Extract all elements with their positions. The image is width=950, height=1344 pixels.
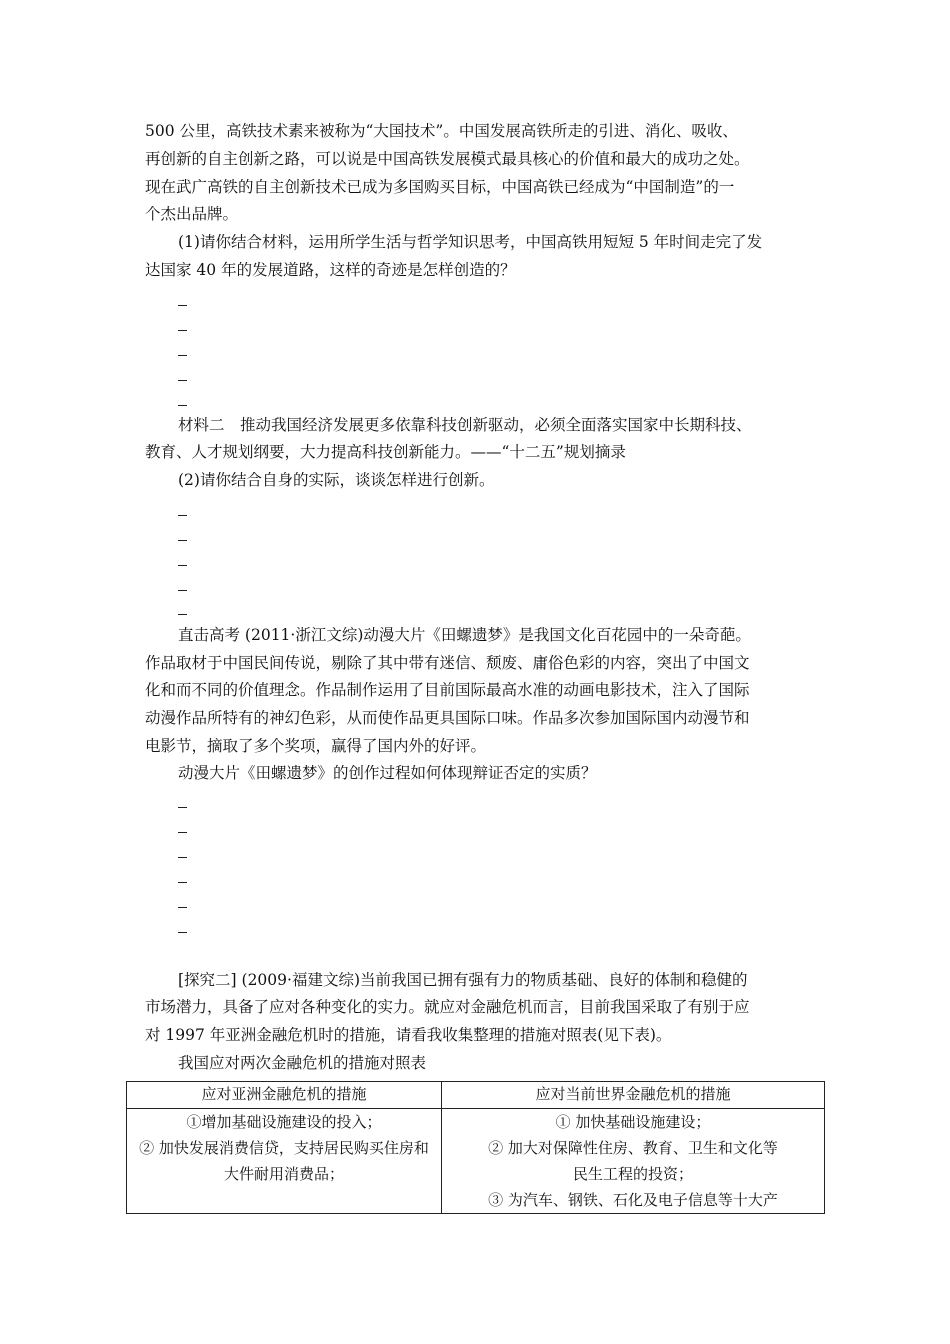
cell-line: ② 加快发展消费信贷，支持居民购买住房和 [139, 1139, 429, 1157]
cell-line: 大件耐用消费品； [223, 1165, 344, 1183]
table-title: 我国应对两次金融危机的措施对照表 [178, 1054, 427, 1072]
gaokao-line: 化和而不同的价值理念。作品制作运用了目前国际最高水准的动画电影技术，注入了国际 [145, 681, 750, 699]
answer-blank-line [178, 515, 187, 516]
gaokao-line: 作品取材于中国民间传说，剔除了其中带有迷信、颓废、庸俗色彩的内容，突出了中国文 [145, 654, 750, 672]
answer-blank-line [178, 590, 187, 591]
cell-line: ① 加快基础设施建设； [555, 1113, 711, 1131]
measures-comparison-table [126, 1081, 825, 1214]
gaokao-question: 动漫大片《田螺遗梦》的创作过程如何体现辩证否定的实质？ [178, 764, 597, 782]
answer-blank-line [178, 832, 187, 833]
table-header-cell: 应对当前世界金融危机的措施 [442, 1082, 825, 1109]
gaokao-line: 电影节，摘取了多个奖项，赢得了国内外的好评。 [145, 737, 487, 755]
answer-blank-line [178, 565, 187, 566]
cell-line: ③ 为汽车、钢铁、石化及电子信息等十大产 [488, 1191, 778, 1209]
question1-line: 达国家 40 年的发展道路，这样的奇迹是怎样创造的？ [145, 261, 516, 279]
answer-blank-line [178, 807, 187, 808]
material1-line: 500 公里，高铁技术素来被称为“大国技术”。中国发展高铁所走的引进、消化、吸收、 [145, 122, 738, 140]
material1-line: 个杰出品牌。 [145, 205, 239, 223]
cell-line: ①增加基础设施建设的投入； [186, 1113, 382, 1131]
answer-blank-line [178, 305, 187, 306]
material1-line: 现在武广高铁的自主创新技术已成为多国购买目标，中国高铁已经成为“中国制造”的一 [145, 178, 735, 196]
cell-line: 民生工程的投资； [572, 1165, 693, 1183]
cell-line: ② 加大对保障性住房、教育、卫生和文化等 [488, 1139, 778, 1157]
table-cell-world-crisis [442, 1109, 825, 1214]
answer-blank-line [178, 330, 187, 331]
explore2-line: 对 1997 年亚洲金融危机时的措施，请看我收集整理的措施对照表(见下表)。 [145, 1026, 672, 1044]
table-row [127, 1109, 825, 1214]
answer-blank-line [178, 907, 187, 908]
table-header-row [127, 1082, 825, 1109]
answer-blank-line [178, 540, 187, 541]
question2-line: (2)请你结合自身的实际，谈谈怎样进行创新。 [178, 471, 495, 489]
gaokao-line: 动漫作品所特有的神幻色彩，从而使作品更具国际口味。作品多次参加国际国内动漫节和 [145, 709, 750, 727]
material2-line: 材料二 推动我国经济发展更多依靠科技创新驱动，必须全面落实国家中长期科技、 [178, 416, 752, 434]
material2-line: 教育、人才规划纲要，大力提高科技创新能力。——“十二五”规划摘录 [145, 443, 626, 461]
gaokao-line: 直击高考 (2011·浙江文综)动漫大片《田螺遗梦》是我国文化百花园中的一朵奇葩。 [178, 626, 751, 644]
material1-line: 再创新的自主创新之路，可以说是中国高铁发展模式最具核心的价值和最大的成功之处。 [145, 150, 750, 168]
question1-line: (1)请你结合材料，运用所学生活与哲学知识思考，中国高铁用短短 5 年时间走完了发 [178, 233, 763, 251]
table-cell-asian-crisis [127, 1109, 442, 1214]
answer-blank-line [178, 614, 187, 615]
answer-blank-line [178, 857, 187, 858]
explore2-line: [探究二] (2009·福建文综)当前我国已拥有强有力的物质基础、良好的体制和稳健的 [178, 971, 748, 989]
explore2-line: 市场潜力，具备了应对各种变化的实力。就应对金融危机而言，目前我国采取了有别于应 [145, 998, 750, 1016]
answer-blank-line [178, 355, 187, 356]
table-header-cell: 应对亚洲金融危机的措施 [127, 1082, 442, 1109]
answer-blank-line [178, 380, 187, 381]
answer-blank-line [178, 932, 187, 933]
answer-blank-line [178, 405, 187, 406]
answer-blank-line [178, 882, 187, 883]
